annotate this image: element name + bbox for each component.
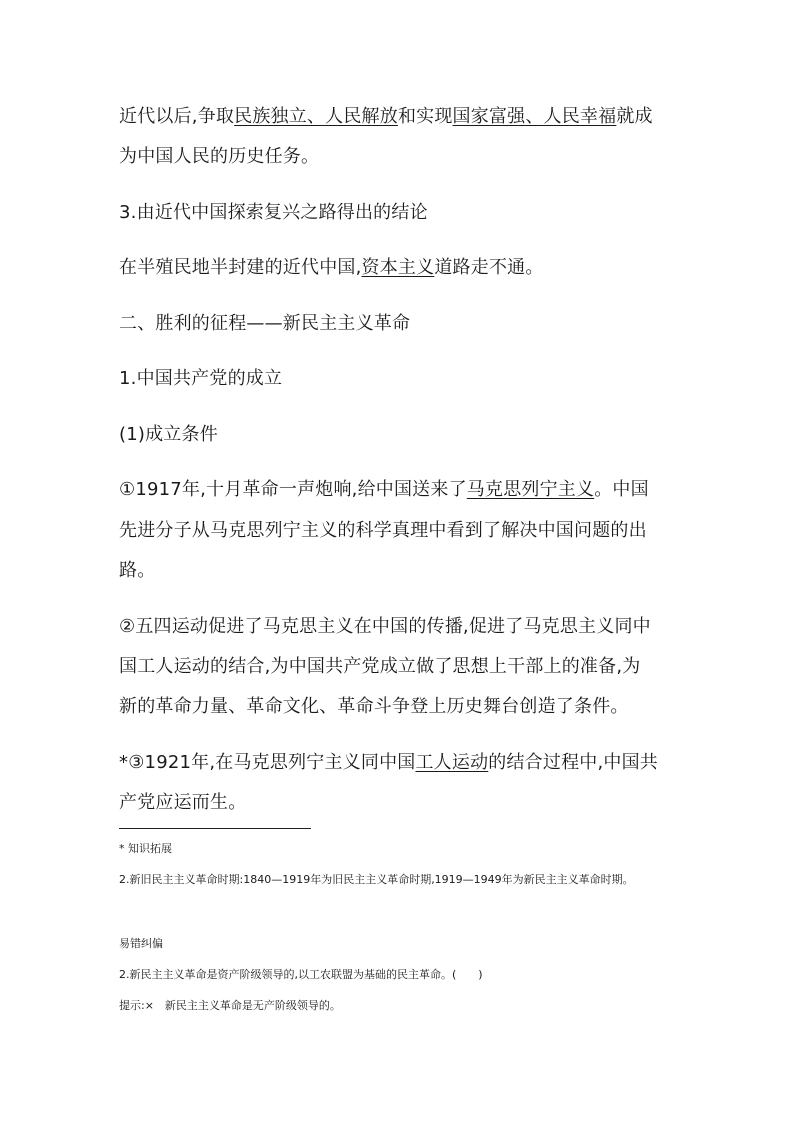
paragraph-line: 先进分子从马克思列宁主义的科学真理中看到了解决中国问题的出: [119, 520, 647, 541]
underlined-answer: 资本主义: [361, 257, 435, 278]
text-segment: 。中国: [594, 479, 649, 500]
underlined-answer: 国家富强、人民幸福: [452, 106, 617, 127]
subheading: (1)成立条件: [119, 424, 218, 445]
paragraph-line: [119, 256, 544, 280]
footnote-divider: [119, 828, 311, 829]
underlined-answer: 民族独立、人民解放: [234, 106, 398, 127]
footnote-text: 2.新旧民主主义革命时期:1840—1919年为旧民主主义革命时期,1919—1949年为新民主主义革命时期。: [119, 873, 634, 886]
paragraph-line: 产党应运而生。: [119, 792, 247, 813]
paragraph-line: 国工人运动的结合,为中国共产党成立做了思想上干部上的准备,为: [119, 656, 641, 677]
underlined-answer: 工人运动: [415, 752, 489, 773]
footnote-hint: 提示:× 新民主主义革命是无产阶级领导的。: [119, 999, 341, 1012]
text-segment: 近代以后,争取: [119, 106, 235, 127]
paragraph-line: [119, 105, 653, 129]
paragraph-line: ②五四运动促进了马克思主义在中国的传播,促进了马克思主义同中: [119, 616, 651, 637]
text-segment: *③1921年,在马克思列宁主义同中国: [119, 752, 416, 773]
underlined-answer: 马克思列宁主义: [466, 479, 595, 500]
paragraph-line: 路。: [119, 560, 156, 581]
subheading: 1.中国共产党的成立: [119, 368, 283, 389]
text-segment: 道路走不通。: [434, 257, 544, 278]
footnote-title: 易错纠偏: [119, 937, 163, 950]
text-segment: ①1917年,十月革命一声炮响,给中国送来了: [119, 479, 467, 500]
footnote-title: * 知识拓展: [119, 842, 172, 855]
subheading: 3.由近代中国探索复兴之路得出的结论: [119, 202, 428, 223]
footnote-text: 2.新民主主义革命是资产阶级领导的,以工农联盟为基础的民主革命。( ): [119, 968, 483, 981]
text-segment: 在半殖民地半封建的近代中国,: [119, 257, 362, 278]
paragraph-line: 新的革命力量、革命文化、革命斗争登上历史舞台创造了条件。: [119, 696, 629, 717]
paragraph-line: 为中国人民的历史任务。: [119, 146, 320, 167]
text-segment: 的结合过程中,中国共: [488, 752, 659, 773]
section-title: 二、胜利的征程——新民主主义革命: [119, 313, 411, 334]
paragraph-line: [119, 478, 649, 502]
text-segment: 和实现: [397, 106, 453, 127]
paragraph-line: [119, 751, 658, 775]
text-segment: 就成: [616, 106, 653, 127]
